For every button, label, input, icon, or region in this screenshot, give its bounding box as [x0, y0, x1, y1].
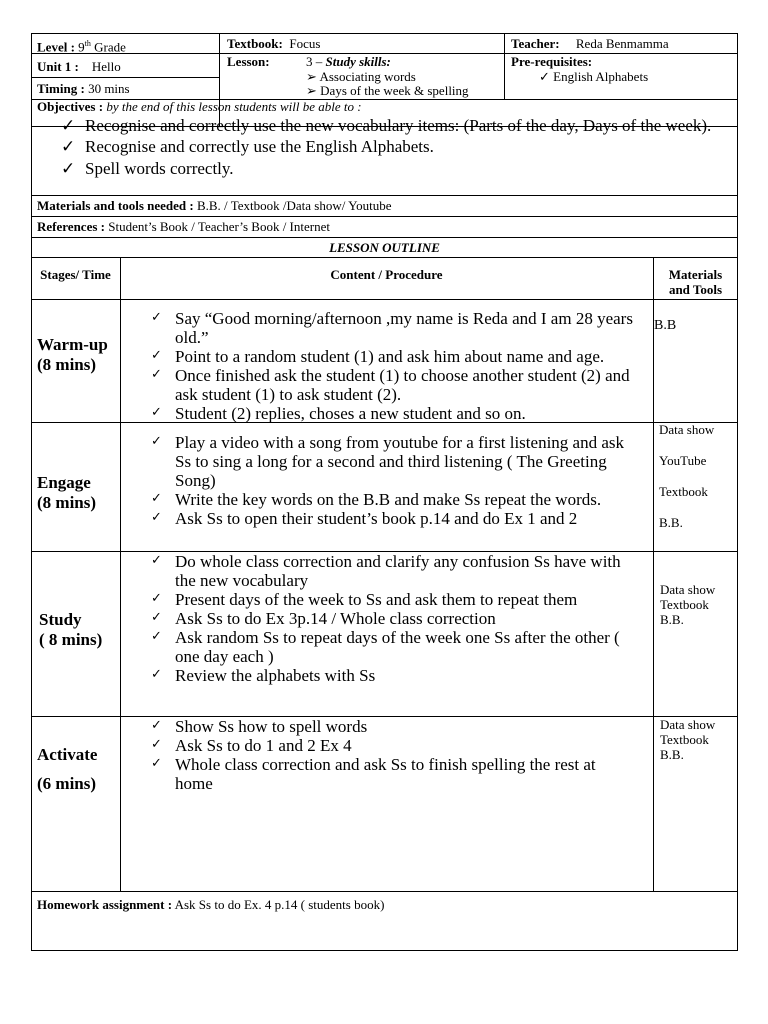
check-icon: ✓ [151, 755, 162, 770]
check-icon: ✓ [151, 509, 162, 524]
stage-name: Activate (6 mins) [37, 745, 98, 793]
check-icon: ✓ [151, 490, 162, 505]
check-icon: ✓ [151, 666, 162, 681]
stage-materials: Data show Textbook B.B. [660, 717, 716, 762]
stage-item: ✓ Whole class correction and ask Ss to finish spelling the rest at home [151, 755, 596, 793]
stage-item: ✓ Review the alphabets with Ss [151, 666, 376, 685]
column-header-materials: Materials and Tools [668, 267, 723, 297]
check-icon: ✓ [61, 159, 76, 178]
check-icon: ✓ [151, 609, 162, 624]
lesson-item: ➢ Associating words [306, 69, 416, 84]
stage-materials: B.B [654, 318, 677, 333]
outline-title: LESSON OUTLINE [329, 240, 440, 255]
column-header-stages: Stages/ Time [40, 267, 111, 282]
stage-item: ✓ Play a video with a song from youtube for a first listening and ask Ss to sing a long for a second and third listening ( The Greeting Song) [151, 433, 624, 490]
stage-item: ✓ Student (2) replies, choses a new student and so on. [151, 404, 526, 423]
textbook-field: Textbook: Focus [227, 36, 321, 51]
stage-materials: Data show Textbook B.B. [660, 582, 716, 627]
check-icon: ✓ [151, 404, 162, 419]
check-icon: ✓ [151, 347, 162, 362]
objective-item: ✓ Recognise and correctly use the new vocabulary items: (Parts of the day, Days of the week). [61, 116, 712, 135]
stage-items [151, 309, 641, 423]
lesson-title: 3 – Study skills: [306, 54, 391, 69]
check-icon: ✓ [151, 628, 162, 643]
stage-item: ✓ Ask Ss to open their student’s book p.14 and do Ex 1 and 2 [151, 509, 578, 528]
check-icon: ✓ [151, 552, 162, 567]
teacher-field: Teacher: Reda Benmamma [511, 36, 669, 51]
stage-materials: Data show YouTube Textbook B.B. [659, 422, 715, 530]
stage-name: Warm-up (8 mins) [37, 335, 108, 374]
check-icon: ✓ [151, 717, 162, 732]
objective-item: ✓ Recognise and correctly use the English Alphabets. [61, 137, 434, 156]
stage-item: ✓ Do whole class correction and clarify any confusion Ss have with the new vocabulary [151, 552, 621, 590]
objective-item: ✓ Spell words correctly. [61, 159, 234, 178]
check-icon: ✓ [151, 366, 162, 381]
check-icon: ✓ [151, 309, 162, 324]
stage-item: ✓ Ask random Ss to repeat days of the week one Ss after the other ( one day each ) [151, 628, 620, 666]
check-icon: ✓ [61, 116, 76, 135]
lesson-label: Lesson: [227, 54, 270, 69]
stage-item: ✓ Once finished ask the student (1) to choose another student (2) and ask student (1) to ask student (2). [151, 366, 630, 404]
references-field: References : Student’s Book / Teacher’s Book / Internet [37, 219, 330, 234]
level-field: Level : 9th Grade [37, 39, 126, 55]
stage-item: ✓ Ask Ss to do Ex 3p.14 / Whole class correction [151, 609, 496, 628]
stage-items [151, 552, 641, 685]
prereq-item: ✓ English Alphabets [539, 69, 649, 84]
check-icon: ✓ [151, 433, 162, 448]
stage-items [151, 717, 631, 793]
materials-field: Materials and tools needed : B.B. / Textbook /Data show/ Youtube [37, 198, 392, 213]
stage-item: ✓ Point to a random student (1) and ask him about name and age. [151, 347, 605, 366]
timing-field: Timing : 30 mins [37, 81, 130, 96]
stage-name: Engage (8 mins) [37, 473, 97, 512]
check-icon: ✓ [61, 137, 76, 156]
unit-field: Unit 1 : Hello [37, 59, 121, 74]
objectives-list [61, 116, 736, 178]
check-icon: ✓ [151, 736, 162, 751]
stage-item: ✓ Present days of the week to Ss and ask them to repeat them [151, 590, 578, 609]
column-header-content: Content / Procedure [330, 267, 443, 282]
lesson-item: ➢ Days of the week & spelling [306, 83, 469, 98]
check-icon: ✓ [539, 69, 550, 84]
stage-name: Study ( 8 mins) [39, 610, 103, 649]
stage-item: ✓ Write the key words on the B.B and make Ss repeat the words. [151, 490, 602, 509]
arrow-bullet-icon: ➢ [306, 83, 317, 98]
homework-field: Homework assignment : Ask Ss to do Ex. 4 p.14 ( students book) [37, 897, 385, 912]
stage-item: ✓ Ask Ss to do 1 and 2 Ex 4 [151, 736, 352, 755]
stage-items [151, 433, 631, 528]
arrow-bullet-icon: ➢ [306, 69, 317, 84]
check-icon: ✓ [151, 590, 162, 605]
prereq-label: Pre-requisites: [511, 54, 593, 69]
objectives-intro: Objectives : by the end of this lesson students will be able to : [37, 99, 362, 114]
stage-item: ✓ Say “Good morning/afternoon ,my name is Reda and I am 28 years old.” [151, 309, 633, 347]
stage-item: ✓ Show Ss how to spell words [151, 717, 368, 736]
